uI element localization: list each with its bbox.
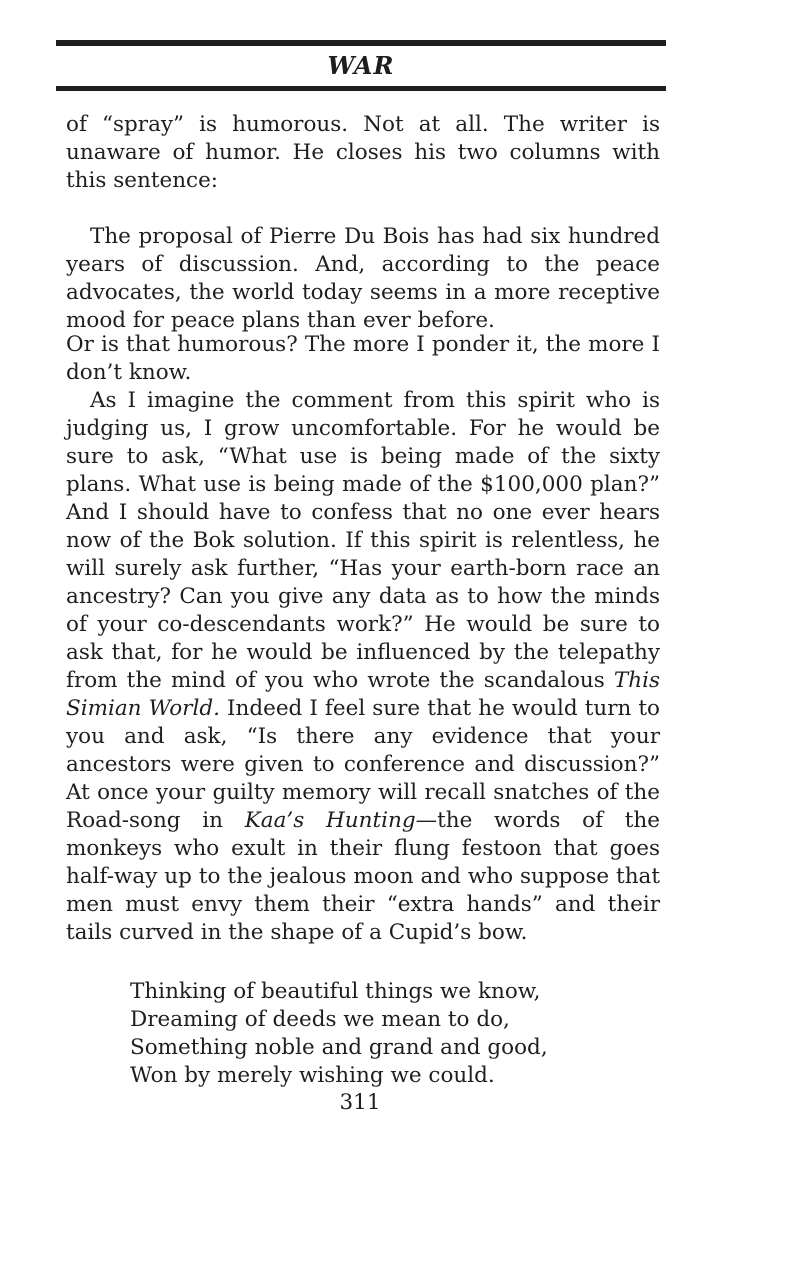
paragraph-4-part-c: —the words of the monkeys who exult in their flung festoon that goes half-way up to the jealous moon and who suppose that men must envy them their “extra hands” and their tails curved in the shape of a Cupid’s bow.	[66, 808, 660, 945]
paragraph-4-part-a: As I imagine the comment from this spirit who is judging us, I grow uncomfortable. For he would be sure to ask, “What use is being made of the sixty plans. What use is being made of the $100,000 plan?” And I should have to confess that no one ever hears now of the Bok solution. If this spirit is relentless, he will surely ask further, “Has your earth-born race an ancestry? Can you give any data as to how the minds of your co-descendants work?” He would be sure to ask that, for he would be influenced by the telepathy from the mind of you who wrote the scandalous	[66, 388, 660, 693]
page-number: 311	[339, 1090, 381, 1115]
verse-line-2: Dreaming of deeds we mean to do,	[130, 1007, 510, 1032]
paragraph-4	[66, 387, 660, 947]
paragraph-4-part-b: Indeed I feel sure that he would turn to you and ask, “Is there any evidence that your ancestors were given to conference and discussion?” At once your guilty memory will recall snatches of the Road-song in	[66, 696, 660, 833]
verse-line-4: Won by merely wishing we could.	[130, 1063, 495, 1088]
paragraph-3: Or is that humorous? The more I ponder it, the more I don’t know.	[66, 332, 660, 385]
paragraph-1: of “spray” is humorous. Not at all. The writer is unaware of humor. He closes his two columns with this sentence:	[66, 112, 660, 193]
running-head: WAR	[327, 51, 395, 80]
book-title-simian-world: This Simian World.	[66, 668, 660, 721]
verse-line-3: Something noble and grand and good,	[130, 1035, 548, 1060]
story-title-kaas-hunting: Kaa’s Hunting	[244, 808, 416, 833]
verse-block	[130, 978, 650, 1090]
header-rule-bottom	[56, 86, 666, 91]
paragraph-2-quotation: The proposal of Pierre Du Bois has had six hundred years of discussion. And, according to the peace advocates, the world today seems in a more receptive mood for peace plans than ever before.	[66, 224, 660, 333]
verse-line-1: Thinking of beautiful things we know,	[130, 979, 541, 1004]
